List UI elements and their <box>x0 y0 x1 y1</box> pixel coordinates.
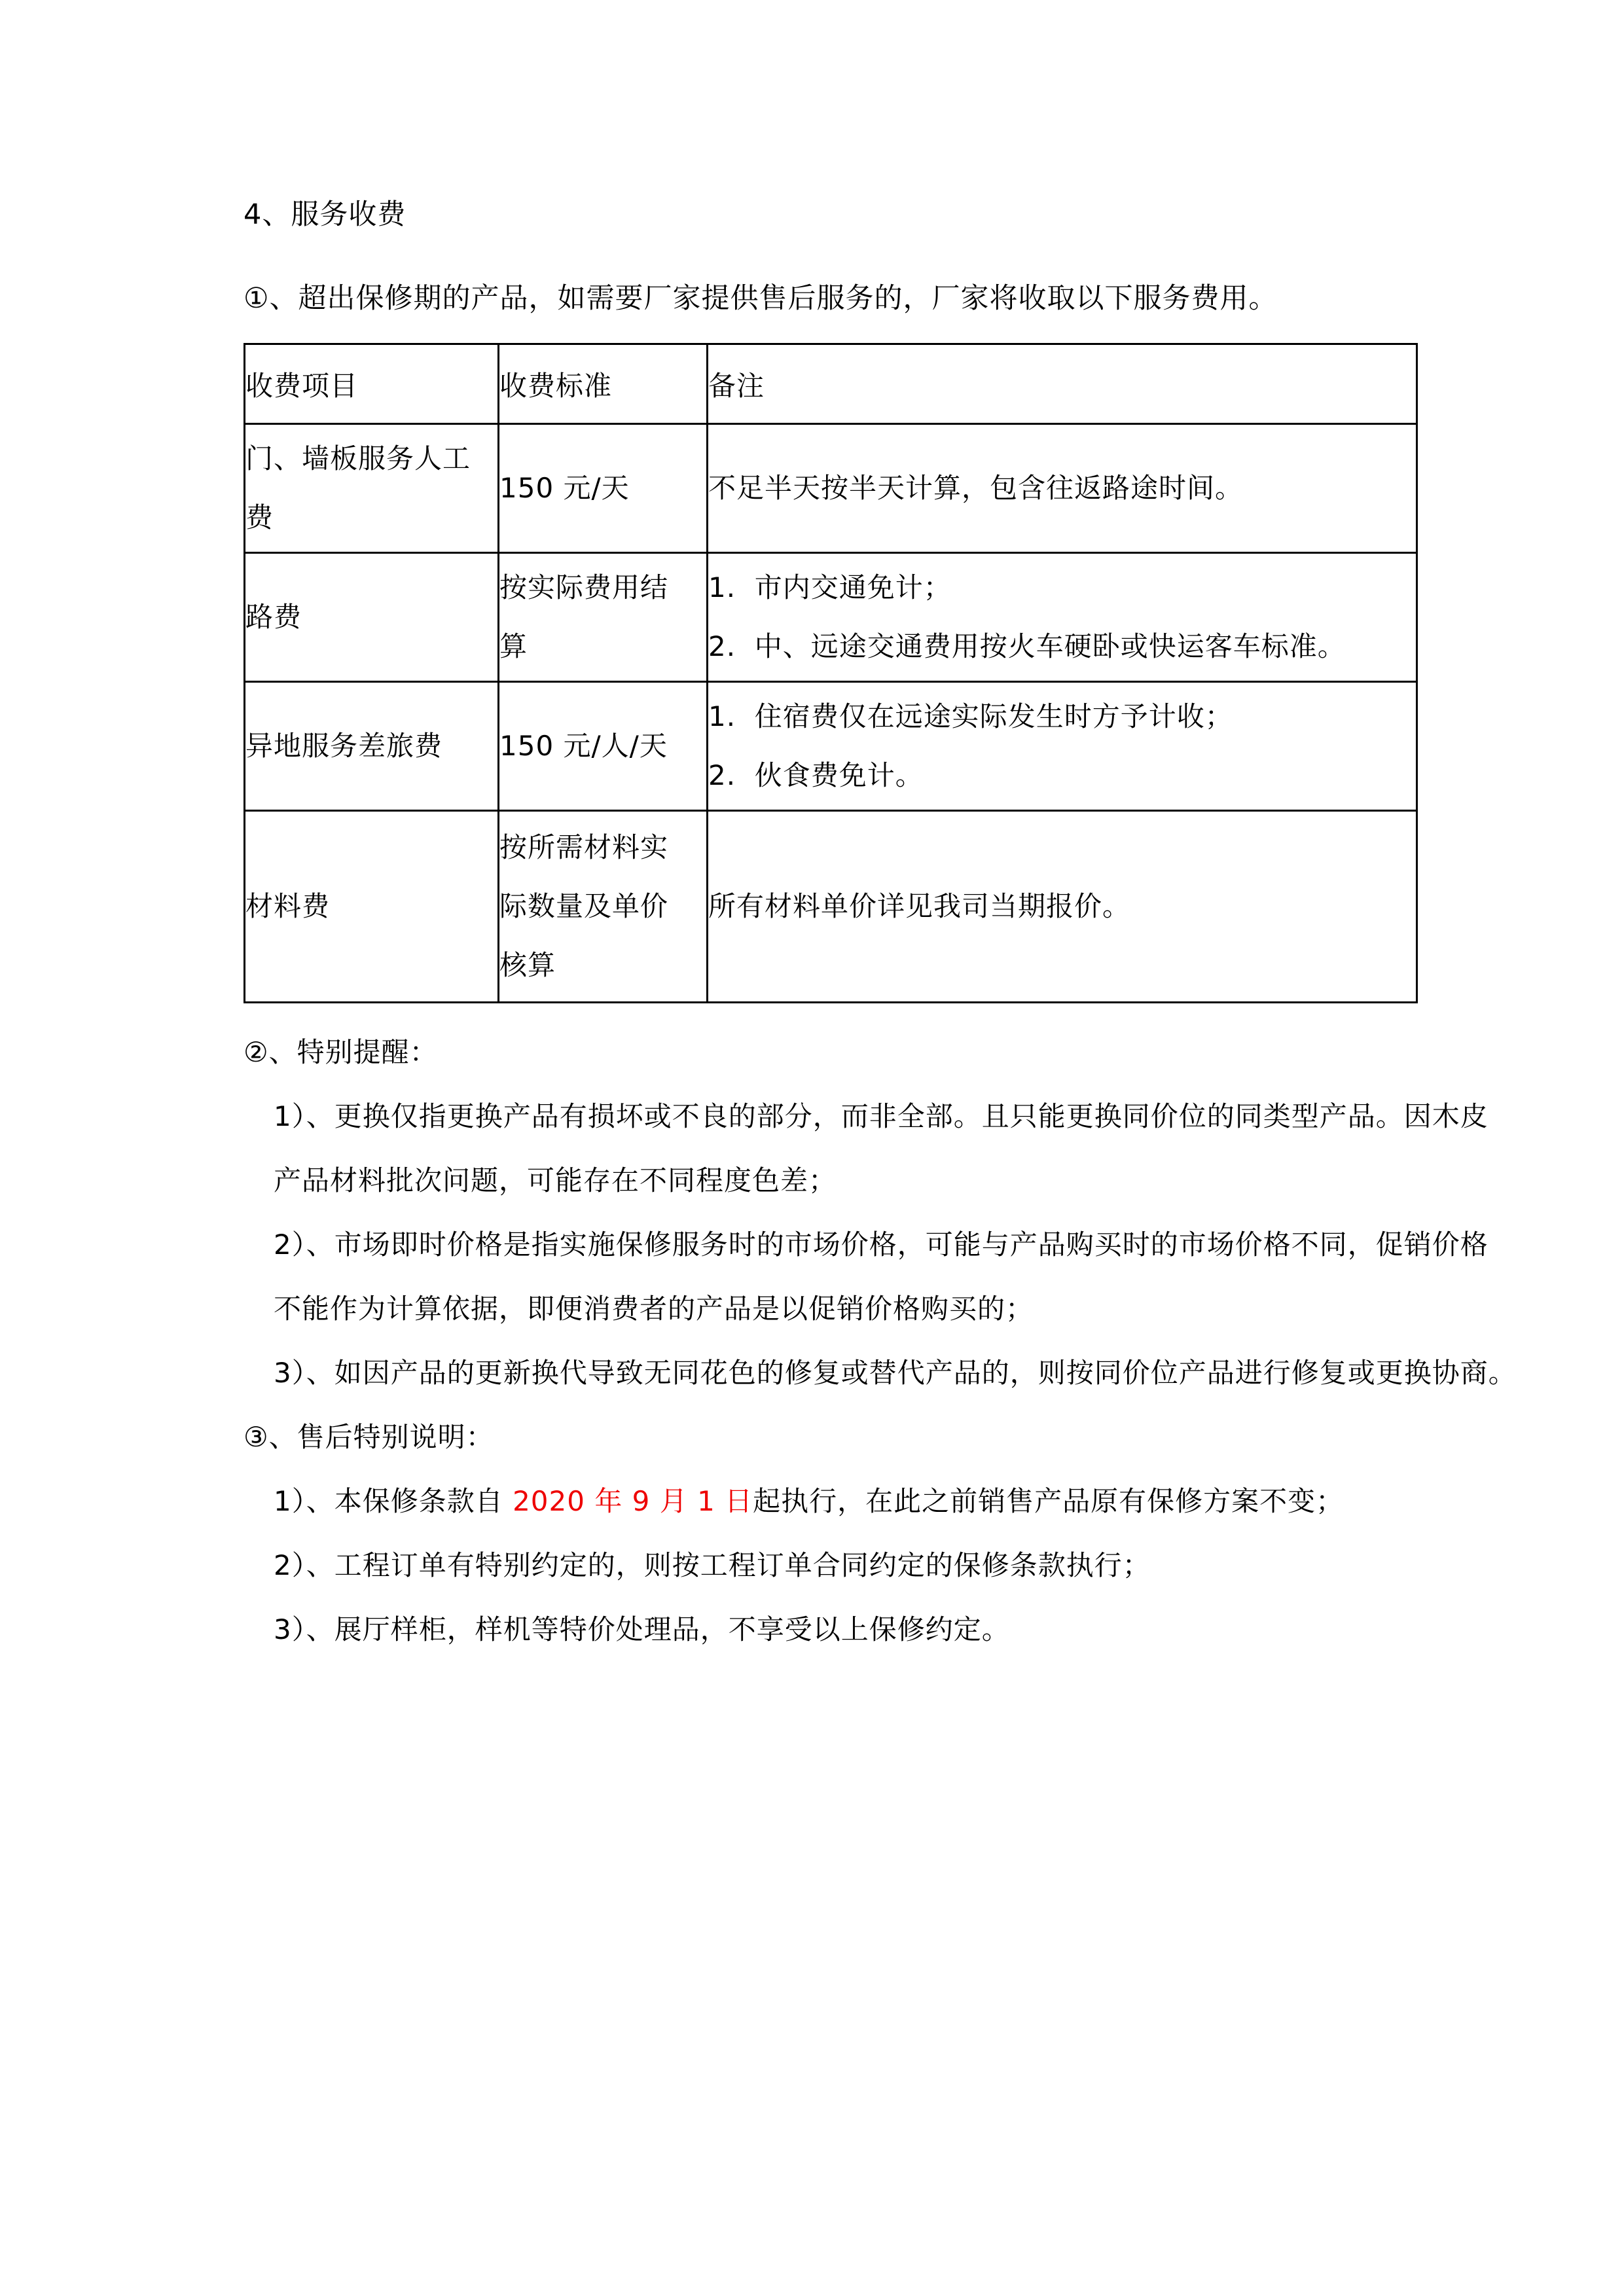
note-line: 所有材料单价详见我司当期报价。 <box>708 890 1131 922</box>
header-cell-remarks: 备注 <box>708 344 1417 424</box>
cell-line: 路费 <box>245 601 302 633</box>
cell-fee-standard <box>499 682 708 811</box>
cell-remarks <box>708 424 1417 553</box>
cell-line: 际数量及单价 <box>499 890 669 922</box>
service-fees-table <box>244 343 1418 1003</box>
list-item-line: 3）、如因产品的更新换代导致无同花色的修复或替代产品的，则按同价位产品进行修复或更换协商。 <box>274 1357 1517 1389</box>
table-row <box>245 424 1417 553</box>
note-line: 不足半天按半天计算，包含往返路途时间。 <box>708 472 1244 504</box>
cell-line: 按实际费用结 <box>499 571 669 603</box>
list-item-line: 2）、市场即时价格是指实施保修服务时的市场价格，可能与产品购买时的市场价格不同，促销价格 <box>274 1229 1489 1261</box>
table-header-row <box>245 344 1417 424</box>
list-item-line: 产品材料批次问题，可能存在不同程度色差； <box>274 1164 837 1196</box>
table-row <box>245 682 1417 811</box>
list-item-line: 不能作为计算依据，即便消费者的产品是以促销价格购买的； <box>274 1293 1034 1325</box>
note-line: 2. 中、远途交通费用按火车硬卧或快运客车标准。 <box>708 630 1346 662</box>
cell-remarks <box>708 682 1417 811</box>
cell-line: 150 元/人/天 <box>499 730 668 762</box>
cell-remarks <box>708 553 1417 682</box>
note-line: 1. 住宿费仅在远途实际发生时方予计收； <box>708 700 1233 732</box>
text-part: 1）、本保修条款自 <box>274 1485 513 1517</box>
cell-fee-item <box>245 553 499 682</box>
intro-paragraph: ①、超出保修期的产品，如需要厂家提供售后服务的，厂家将收取以下服务费用。 <box>244 282 1278 315</box>
header-cell-fee-item: 收费项目 <box>245 344 499 424</box>
section-title: 4、服务收费 <box>244 198 406 231</box>
cell-fee-item <box>245 811 499 1003</box>
section-heading: ③、售后特别说明： <box>244 1421 494 1453</box>
cell-fee-standard <box>499 811 708 1003</box>
list-item-line: 3）、展厅样柜，样机等特价处理品，不享受以上保修约定。 <box>274 1613 1010 1645</box>
effective-date-highlight: 2020 年 9 月 1 日 <box>513 1485 753 1517</box>
cell-line: 材料费 <box>245 890 331 922</box>
notes-body <box>244 1020 1517 1662</box>
cell-line: 150 元/天 <box>499 472 630 504</box>
table-row <box>245 553 1417 682</box>
note-line: 2. 伙食费免计。 <box>708 759 924 791</box>
cell-line: 按所需材料实 <box>499 831 669 863</box>
table-row <box>245 811 1417 1003</box>
cell-line: 门、墙板服务人工 <box>245 442 471 475</box>
cell-remarks <box>708 811 1417 1003</box>
note-line: 1. 市内交通免计； <box>708 571 952 603</box>
section-heading: ②、特别提醒： <box>244 1036 438 1068</box>
cell-fee-item <box>245 682 499 811</box>
text-part: 起执行，在此之前销售产品原有保修方案不变； <box>753 1485 1344 1517</box>
cell-fee-item <box>245 424 499 553</box>
cell-line: 算 <box>499 630 528 662</box>
cell-fee-standard <box>499 424 708 553</box>
list-item-line: 1）、更换仅指更换产品有损坏或不良的部分，而非全部。且只能更换同价位的同类型产品。因木皮 <box>274 1100 1489 1132</box>
document-content <box>244 196 1517 1662</box>
cell-line: 异地服务差旅费 <box>245 730 443 762</box>
list-item-line <box>244 1469 1410 1534</box>
cell-fee-standard <box>499 553 708 682</box>
header-cell-fee-standard: 收费标准 <box>499 344 708 424</box>
cell-line: 费 <box>245 501 274 533</box>
cell-line: 核算 <box>499 949 556 981</box>
list-item-line: 2）、工程订单有特别约定的，则按工程订单合同约定的保修条款执行； <box>274 1549 1151 1581</box>
